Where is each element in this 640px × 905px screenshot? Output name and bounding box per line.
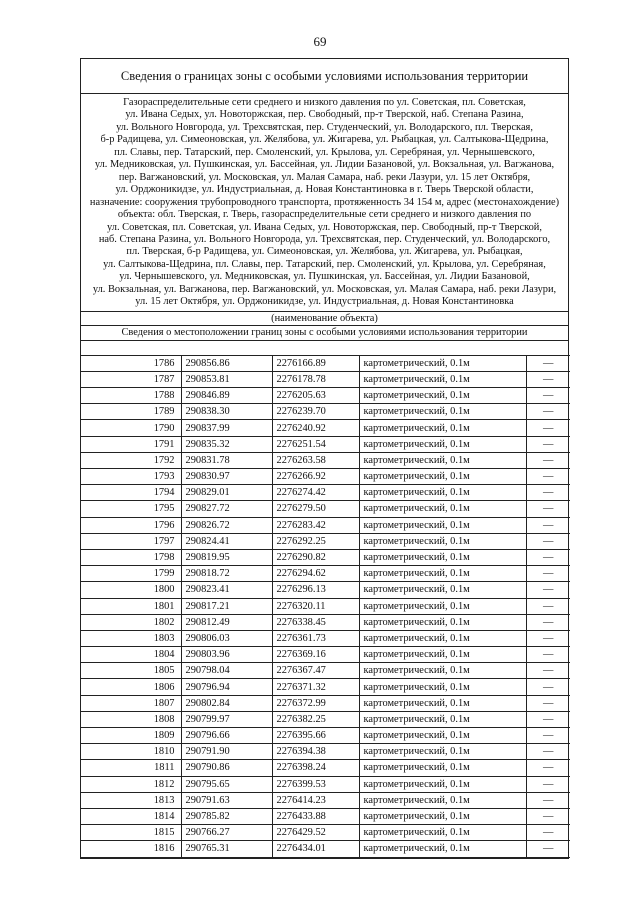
x-coordinate-cell: 290818.72: [181, 566, 272, 582]
y-coordinate-cell: 2276279.50: [272, 501, 359, 517]
y-coordinate-cell: 2276239.70: [272, 404, 359, 420]
method-cell: картометрический, 0.1м: [359, 469, 526, 485]
x-coordinate-cell: 290837.99: [181, 420, 272, 436]
x-coordinate-cell: 290796.94: [181, 679, 272, 695]
table-row: [81, 485, 570, 501]
x-coordinate-cell: 290835.32: [181, 436, 272, 452]
point-number-cell: 1795: [81, 501, 181, 517]
point-number-cell: 1811: [81, 760, 181, 776]
extra-cell: —: [526, 485, 570, 501]
y-coordinate-cell: 2276434.01: [272, 841, 359, 857]
method-cell: картометрический, 0.1м: [359, 663, 526, 679]
point-number-cell: 1801: [81, 598, 181, 614]
description-line: ул. Чернышевского, ул. Медниковская, ул. Пушкинская, ул. Бассейная, ул. Лидии Базановой,: [119, 271, 530, 283]
extra-cell: —: [526, 728, 570, 744]
point-number-cell: 1794: [81, 485, 181, 501]
y-coordinate-cell: 2276251.54: [272, 436, 359, 452]
y-coordinate-cell: 2276369.16: [272, 647, 359, 663]
object-description: [81, 94, 568, 311]
method-cell: картометрический, 0.1м: [359, 404, 526, 420]
extra-cell: —: [526, 420, 570, 436]
x-coordinate-cell: 290819.95: [181, 549, 272, 565]
point-number-cell: 1791: [81, 436, 181, 452]
point-number-cell: 1812: [81, 776, 181, 792]
method-cell: картометрический, 0.1м: [359, 760, 526, 776]
extra-cell: —: [526, 582, 570, 598]
page-number: 69: [313, 34, 327, 49]
table-row: [81, 792, 570, 808]
y-coordinate-cell: 2276205.63: [272, 388, 359, 404]
x-coordinate-cell: 290853.81: [181, 371, 272, 387]
extra-cell: —: [526, 808, 570, 824]
x-coordinate-cell: 290838.30: [181, 404, 272, 420]
point-number-cell: 1809: [81, 728, 181, 744]
description-line: ул. Вокзальная, ул. Вагжанова, пер. Вагжановский, ул. Московская, ул. Малая Самара, наб. реки Лазури,: [92, 283, 557, 295]
y-coordinate-cell: 2276395.66: [272, 728, 359, 744]
point-number-cell: 1804: [81, 647, 181, 663]
extra-cell: —: [526, 760, 570, 776]
y-coordinate-cell: 2276283.42: [272, 517, 359, 533]
object-name-caption: (наименование объекта): [81, 311, 568, 326]
extra-cell: —: [526, 647, 570, 663]
point-number-cell: 1786: [81, 355, 181, 371]
x-coordinate-cell: 290803.96: [181, 647, 272, 663]
coordinates-table: [81, 355, 570, 858]
table-row: [81, 371, 570, 387]
x-coordinate-cell: 290798.04: [181, 663, 272, 679]
extra-cell: —: [526, 825, 570, 841]
x-coordinate-cell: 290812.49: [181, 614, 272, 630]
table-row: [81, 436, 570, 452]
point-number-cell: 1815: [81, 825, 181, 841]
method-cell: картометрический, 0.1м: [359, 679, 526, 695]
y-coordinate-cell: 2276240.92: [272, 420, 359, 436]
x-coordinate-cell: 290791.63: [181, 792, 272, 808]
table-row: [81, 533, 570, 549]
table-row: [81, 501, 570, 517]
point-number-cell: 1814: [81, 808, 181, 824]
point-number-cell: 1813: [81, 792, 181, 808]
extra-cell: —: [526, 436, 570, 452]
point-number-cell: 1787: [81, 371, 181, 387]
extra-cell: —: [526, 792, 570, 808]
x-coordinate-cell: 290830.97: [181, 469, 272, 485]
extra-cell: —: [526, 744, 570, 760]
description-line: пл. Тверская, б-р Радищева, ул. Симеоновская, ул. Желябова, ул. Жигарева, ул. Рыбацкая,: [126, 246, 523, 258]
table-row: [81, 695, 570, 711]
method-cell: картометрический, 0.1м: [359, 420, 526, 436]
method-cell: картометрический, 0.1м: [359, 647, 526, 663]
point-number-cell: 1793: [81, 469, 181, 485]
extra-cell: —: [526, 695, 570, 711]
table-row: [81, 614, 570, 630]
x-coordinate-cell: 290817.21: [181, 598, 272, 614]
description-line: ул. Ивана Седых, ул. Новоторжская, пер. Свободный, пр-т Тверской, наб. Степана Разина,: [125, 109, 524, 121]
table-row: [81, 728, 570, 744]
location-heading: Сведения о местоположении границ зоны с особыми условиями использования территории: [81, 326, 568, 341]
method-cell: картометрический, 0.1м: [359, 808, 526, 824]
extra-cell: —: [526, 776, 570, 792]
description-line: ул. 15 лет Октября, ул. Орджоникидзе, ул. Индустриальная, д. Новая Константиновка: [135, 296, 514, 308]
extra-cell: —: [526, 501, 570, 517]
extra-cell: —: [526, 630, 570, 646]
description-line: Газораспределительные сети среднего и низкого давления по ул. Советская, пл. Советская,: [123, 97, 526, 108]
x-coordinate-cell: 290827.72: [181, 501, 272, 517]
table-row: [81, 517, 570, 533]
method-cell: картометрический, 0.1м: [359, 776, 526, 792]
x-coordinate-cell: 290829.01: [181, 485, 272, 501]
point-number-cell: 1800: [81, 582, 181, 598]
method-cell: картометрический, 0.1м: [359, 841, 526, 857]
method-cell: картометрический, 0.1м: [359, 728, 526, 744]
table-row: [81, 808, 570, 824]
x-coordinate-cell: 290802.84: [181, 695, 272, 711]
point-number-cell: 1797: [81, 533, 181, 549]
y-coordinate-cell: 2276433.88: [272, 808, 359, 824]
y-coordinate-cell: 2276274.42: [272, 485, 359, 501]
extra-cell: —: [526, 517, 570, 533]
extra-cell: —: [526, 452, 570, 468]
extra-cell: —: [526, 679, 570, 695]
point-number-cell: 1789: [81, 404, 181, 420]
x-coordinate-cell: 290826.72: [181, 517, 272, 533]
method-cell: картометрический, 0.1м: [359, 582, 526, 598]
method-cell: картометрический, 0.1м: [359, 825, 526, 841]
y-coordinate-cell: 2276367.47: [272, 663, 359, 679]
method-cell: картометрический, 0.1м: [359, 630, 526, 646]
x-coordinate-cell: 290824.41: [181, 533, 272, 549]
point-number-cell: 1810: [81, 744, 181, 760]
extra-cell: —: [526, 388, 570, 404]
x-coordinate-cell: 290823.41: [181, 582, 272, 598]
point-number-cell: 1805: [81, 663, 181, 679]
method-cell: картометрический, 0.1м: [359, 598, 526, 614]
table-row: [81, 760, 570, 776]
x-coordinate-cell: 290796.66: [181, 728, 272, 744]
y-coordinate-cell: 2276398.24: [272, 760, 359, 776]
table-row: [81, 776, 570, 792]
description-line: ул. Орджоникидзе, ул. Индустриальная, д. Новая Константиновка в г. Тверь Тверской области,: [115, 184, 534, 196]
description-line: пер. Вагжановский, ул. Московская, ул. Малая Самара, наб. реки Лазури, ул. 15 лет Октября,: [118, 171, 531, 183]
method-cell: картометрический, 0.1м: [359, 485, 526, 501]
point-number-cell: 1788: [81, 388, 181, 404]
extra-cell: —: [526, 841, 570, 857]
description-line: ул. Советская, пл. Советская, ул. Ивана Седых, ул. Новоторжская, пер. Свободный, пр-т Тверской,: [107, 221, 542, 233]
zone-boundary-document: [80, 58, 569, 859]
extra-cell: —: [526, 549, 570, 565]
y-coordinate-cell: 2276266.92: [272, 469, 359, 485]
x-coordinate-cell: 290795.65: [181, 776, 272, 792]
method-cell: картометрический, 0.1м: [359, 388, 526, 404]
y-coordinate-cell: 2276371.32: [272, 679, 359, 695]
description-line: пл. Славы, пер. Татарский, пер. Смоленский, ул. Крылова, ул. Серебряная, ул. Чернышевского,: [114, 146, 535, 158]
y-coordinate-cell: 2276338.45: [272, 614, 359, 630]
table-row: [81, 582, 570, 598]
method-cell: картометрический, 0.1м: [359, 452, 526, 468]
table-row: [81, 647, 570, 663]
method-cell: картометрический, 0.1м: [359, 711, 526, 727]
extra-cell: —: [526, 598, 570, 614]
heading-gap: [81, 341, 568, 355]
method-cell: картометрический, 0.1м: [359, 549, 526, 565]
method-cell: картометрический, 0.1м: [359, 355, 526, 371]
x-coordinate-cell: 290856.86: [181, 355, 272, 371]
description-line: объекта: обл. Тверская, г. Тверь, газораспределительные сети среднего и низкого давления по: [117, 209, 532, 221]
x-coordinate-cell: 290791.90: [181, 744, 272, 760]
point-number-cell: 1796: [81, 517, 181, 533]
description-line: ул. Вольного Новгорода, ул. Трехсвятская, пер. Студенческий, ул. Володарского, пл. Тверская,: [116, 121, 533, 133]
x-coordinate-cell: 290831.78: [181, 452, 272, 468]
extra-cell: —: [526, 469, 570, 485]
table-row: [81, 679, 570, 695]
method-cell: картометрический, 0.1м: [359, 614, 526, 630]
y-coordinate-cell: 2276361.73: [272, 630, 359, 646]
y-coordinate-cell: 2276414.23: [272, 792, 359, 808]
table-row: [81, 598, 570, 614]
extra-cell: —: [526, 614, 570, 630]
y-coordinate-cell: 2276294.62: [272, 566, 359, 582]
table-row: [81, 452, 570, 468]
extra-cell: —: [526, 711, 570, 727]
table-row: [81, 388, 570, 404]
y-coordinate-cell: 2276320.11: [272, 598, 359, 614]
point-number-cell: 1816: [81, 841, 181, 857]
point-number-cell: 1808: [81, 711, 181, 727]
description-line: назначение: сооружения трубопроводного транспорта, протяженность 34 154 м, адрес (местонахождение): [89, 196, 560, 208]
table-row: [81, 355, 570, 371]
table-row: [81, 841, 570, 857]
point-number-cell: 1790: [81, 420, 181, 436]
method-cell: картометрический, 0.1м: [359, 744, 526, 760]
description-line: ул. Медниковская, ул. Пушкинская, ул. Бассейная, ул. Лидии Базановой, ул. Вокзальная, ул. Вагжанова,: [94, 159, 555, 171]
point-number-cell: 1802: [81, 614, 181, 630]
y-coordinate-cell: 2276296.13: [272, 582, 359, 598]
table-row: [81, 630, 570, 646]
x-coordinate-cell: 290766.27: [181, 825, 272, 841]
y-coordinate-cell: 2276178.78: [272, 371, 359, 387]
document-title: Сведения о границах зоны с особыми условиями использования территории: [81, 59, 568, 94]
extra-cell: —: [526, 404, 570, 420]
extra-cell: —: [526, 371, 570, 387]
table-row: [81, 711, 570, 727]
table-row: [81, 469, 570, 485]
y-coordinate-cell: 2276382.25: [272, 711, 359, 727]
method-cell: картометрический, 0.1м: [359, 501, 526, 517]
point-number-cell: 1799: [81, 566, 181, 582]
point-number-cell: 1803: [81, 630, 181, 646]
method-cell: картометрический, 0.1м: [359, 566, 526, 582]
description-line: б-р Радищева, ул. Симеоновская, ул. Желябова, ул. Жигарева, ул. Рыбацкая, ул. Салтыкова-Щедрина,: [100, 134, 549, 146]
y-coordinate-cell: 2276292.25: [272, 533, 359, 549]
point-number-cell: 1806: [81, 679, 181, 695]
method-cell: картометрический, 0.1м: [359, 371, 526, 387]
description-line: ул. Салтыкова-Щедрина, пл. Славы, пер. Татарский, пер. Смоленский, ул. Крылова, ул. Серебряная,: [103, 258, 546, 270]
table-row: [81, 420, 570, 436]
x-coordinate-cell: 290785.82: [181, 808, 272, 824]
extra-cell: —: [526, 663, 570, 679]
y-coordinate-cell: 2276372.99: [272, 695, 359, 711]
x-coordinate-cell: 290790.86: [181, 760, 272, 776]
y-coordinate-cell: 2276399.53: [272, 776, 359, 792]
method-cell: картометрический, 0.1м: [359, 792, 526, 808]
point-number-cell: 1792: [81, 452, 181, 468]
method-cell: картометрический, 0.1м: [359, 436, 526, 452]
y-coordinate-cell: 2276429.52: [272, 825, 359, 841]
table-row: [81, 663, 570, 679]
description-line: наб. Степана Разина, ул. Вольного Новгорода, ул. Трехсвятская, пер. Студенческий, ул. Володарского,: [98, 233, 551, 245]
table-row: [81, 825, 570, 841]
y-coordinate-cell: 2276394.38: [272, 744, 359, 760]
point-number-cell: 1807: [81, 695, 181, 711]
table-row: [81, 744, 570, 760]
extra-cell: —: [526, 533, 570, 549]
x-coordinate-cell: 290806.03: [181, 630, 272, 646]
table-row: [81, 549, 570, 565]
x-coordinate-cell: 290799.97: [181, 711, 272, 727]
y-coordinate-cell: 2276263.58: [272, 452, 359, 468]
method-cell: картометрический, 0.1м: [359, 695, 526, 711]
y-coordinate-cell: 2276166.89: [272, 355, 359, 371]
table-row: [81, 404, 570, 420]
x-coordinate-cell: 290765.31: [181, 841, 272, 857]
x-coordinate-cell: 290846.89: [181, 388, 272, 404]
extra-cell: —: [526, 355, 570, 371]
method-cell: картометрический, 0.1м: [359, 533, 526, 549]
method-cell: картометрический, 0.1м: [359, 517, 526, 533]
point-number-cell: 1798: [81, 549, 181, 565]
table-row: [81, 566, 570, 582]
y-coordinate-cell: 2276290.82: [272, 549, 359, 565]
extra-cell: —: [526, 566, 570, 582]
